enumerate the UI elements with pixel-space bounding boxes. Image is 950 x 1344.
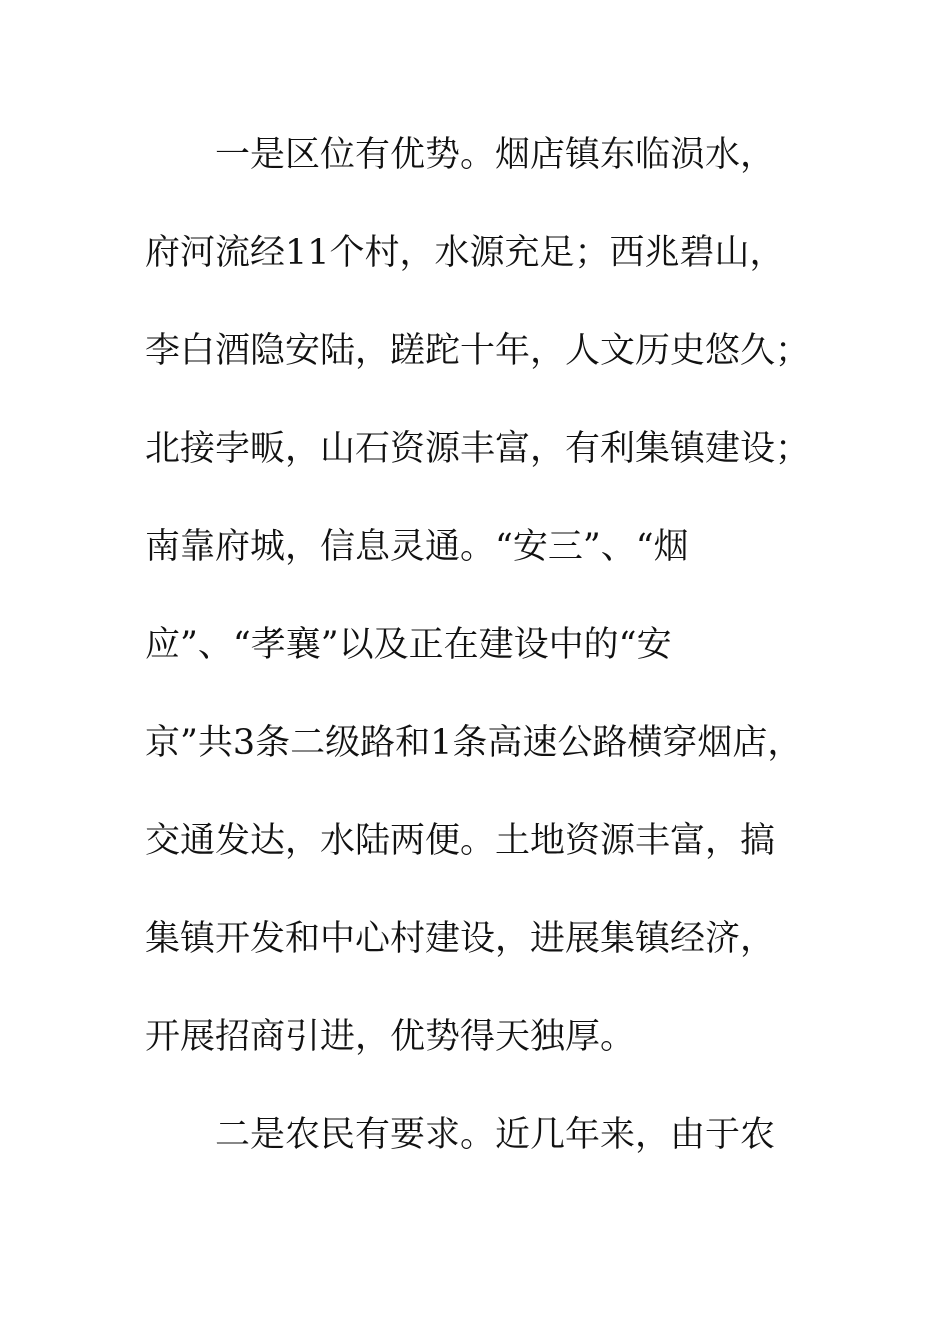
paragraph-location-advantage [145, 128, 845, 1108]
paragraph-line: 应”、“孝襄”以及正在建设中的“安 [145, 625, 672, 665]
paragraph-line: 开展招商引进，优势得天独厚。 [145, 1017, 636, 1057]
paragraph-farmer-demand [145, 1108, 845, 1206]
document-body [145, 128, 845, 1206]
paragraph-line: 府河流经11个村，水源充足；西兆碧山， [145, 233, 785, 273]
paragraph-line: 南靠府城，信息灵通。“安三”、“烟 [145, 527, 689, 567]
paragraph-line: 交通发达，水陆两便。土地资源丰富，搞 [145, 821, 776, 861]
paragraph-line: 二是农民有要求。近几年来，由于农 [215, 1115, 776, 1155]
paragraph-line: 一是区位有优势。烟店镇东临涢水， [215, 135, 776, 175]
paragraph-line: 北接孛畈，山石资源丰富，有利集镇建设； [145, 429, 811, 469]
paragraph-line: 李白酒隐安陆，蹉跎十年，人文历史悠久； [145, 331, 811, 371]
paragraph-line: 集镇开发和中心村建设，进展集镇经济， [145, 919, 776, 959]
paragraph-line: 京”共3条二级路和1条高速公路横穿烟店， [145, 723, 803, 763]
